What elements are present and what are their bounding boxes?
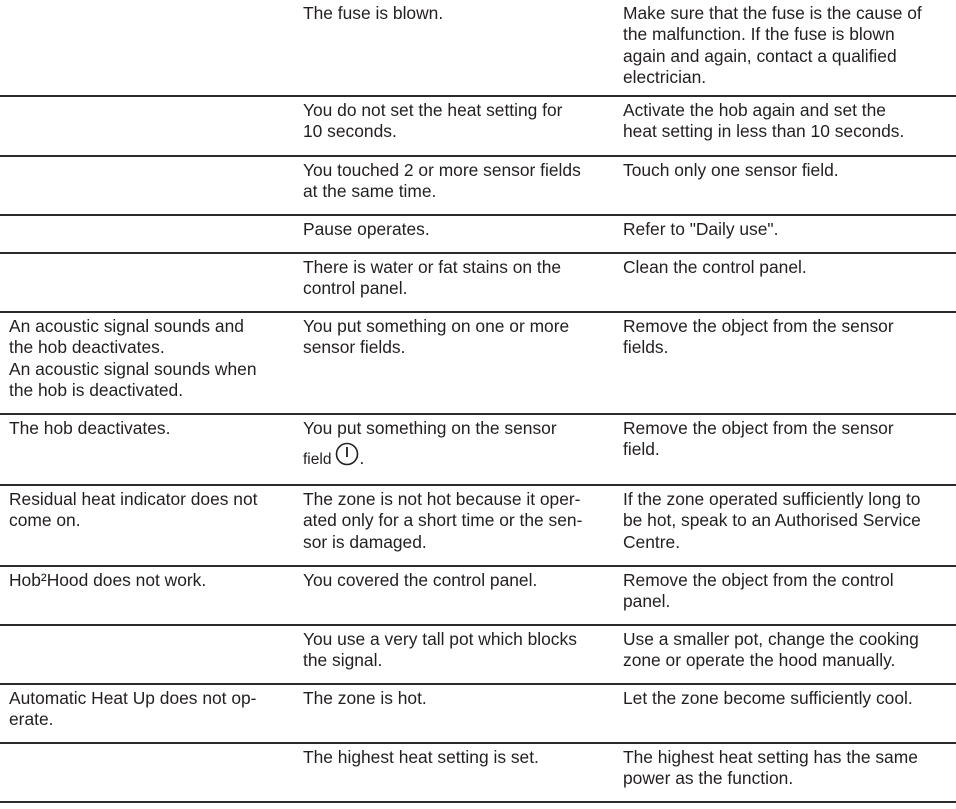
problem-cell [0,157,294,214]
problem-cell [0,567,294,624]
remedy-cell [614,157,956,214]
table-row [0,97,956,157]
remedy-cell [614,254,956,311]
remedy-cell [614,313,956,413]
cell-text-line: Activate the hob again and set the [623,100,886,120]
problem-cell [0,744,294,801]
cell-text-line: control panel. [303,278,408,299]
table-row [0,157,956,216]
table-row [0,567,956,626]
cell-text-line: the hob deactivates. [9,337,165,358]
cause-cell [294,216,614,252]
cell-text-line: Touch only one sensor field. [623,160,839,180]
remedy-cell [614,0,956,95]
remedy-cell [614,97,956,155]
cause-cell [294,685,614,742]
cell-text-line: ated only for a short time or the sen- [303,510,583,531]
cell-text-line: 10 seconds. [303,121,397,142]
cell-text-line: Residual heat indicator does not [9,489,258,509]
table-row [0,216,956,254]
power-icon [335,442,359,466]
cell-text-line: field. [623,439,660,460]
problem-cell [0,254,294,311]
table-row [0,0,956,97]
remedy-cell [614,744,956,801]
remedy-cell [614,415,956,484]
cell-text-line: Use a smaller pot, change the cooking [623,629,919,649]
table-row [0,685,956,744]
table-row [0,313,956,415]
table-row [0,254,956,313]
cause-cell [294,567,614,624]
cause-cell [294,97,614,155]
problem-cell [0,216,294,252]
remedy-cell [614,486,956,565]
cell-text-line: The zone is hot. [303,688,427,708]
cell-text-line: erate. [9,709,54,730]
cell-text-line: Centre. [623,531,681,552]
problem-cell [0,0,294,95]
problem-cell [0,313,294,413]
cell-text-line: Refer to "Daily use". [623,219,779,239]
cell-text-line: sor is damaged. [303,531,427,552]
table-row [0,626,956,685]
cell-text-line: Make sure that the fuse is the cause of [623,3,922,23]
cell-text-line: If the zone operated sufficiently long to [623,489,921,509]
cell-text-line: be hot, speak to an Authorised Service [623,510,921,531]
cell-text-line [303,442,608,470]
cell-text-line: You put something on one or more [303,316,570,336]
cell-text-line: You covered the control panel. [303,570,538,590]
cause-cell [294,254,614,311]
cell-text-line: Let the zone become sufficiently cool. [623,688,913,708]
problem-cell [0,685,294,742]
cause-cell [294,313,614,413]
cell-text-period: . [359,448,365,469]
cell-text-line: the malfunction. If the fuse is blown [623,24,895,45]
cell-text-line: fields. [623,337,669,358]
cell-text-line: Remove the object from the sensor [623,418,894,438]
cell-text-line: You use a very tall pot which blocks [303,629,577,649]
table-row [0,486,956,567]
cell-text-line: come on. [9,510,81,531]
cell-text-line: zone or operate the hood manually. [623,650,896,671]
cell-text-line: An acoustic signal sounds when [9,358,257,379]
cause-cell [294,415,614,484]
cell-text-line: The highest heat setting has the same [623,747,918,767]
remedy-cell [614,216,956,252]
cause-cell [294,486,614,565]
problem-cell [0,415,294,484]
cell-text-line: Clean the control panel. [623,257,807,277]
cell-text-line: The fuse is blown. [303,3,444,23]
cell-text-line: sensor fields. [303,337,406,358]
cell-text-line: The hob deactivates. [9,418,171,438]
cell-text-line: at the same time. [303,181,437,202]
problem-cell [0,626,294,683]
cause-cell [294,744,614,801]
cell-text-line: again and again, contact a qualified [623,45,897,66]
cell-text-line: Remove the object from the sensor [623,316,894,336]
cell-text-line: The highest heat setting is set. [303,747,539,767]
cell-text-line: Pause operates. [303,219,430,239]
cell-text-line: Hob²Hood does not work. [9,570,207,590]
cell-text-line: the signal. [303,650,383,671]
remedy-cell [614,567,956,624]
cell-text-line: Remove the object from the control [623,570,894,590]
problem-cell [0,486,294,565]
cell-text-field: field [303,451,332,469]
cell-text-line: Automatic Heat Up does not op- [9,688,257,708]
cause-cell [294,626,614,683]
cause-cell [294,0,614,95]
cell-text-line: An acoustic signal sounds and [9,316,244,336]
cell-text-line: You touched 2 or more sensor fields [303,160,581,180]
cell-text-line: You do not set the heat setting for [303,100,563,120]
cell-text-line: The zone is not hot because it oper- [303,489,581,509]
remedy-cell [614,626,956,683]
cell-text-line: heat setting in less than 10 seconds. [623,121,905,142]
table-row [0,415,956,486]
cell-text-line: the hob is deactivated. [9,379,184,400]
table-row [0,744,956,803]
remedy-cell [614,685,956,742]
problem-cell [0,97,294,155]
cause-cell [294,157,614,214]
cell-text-line: panel. [623,591,671,612]
cell-text-line: electrician. [623,66,707,87]
cell-text-line: There is water or fat stains on the [303,257,562,277]
cell-text-line: You put something on the sensor [303,418,557,438]
cell-text-line: power as the function. [623,768,794,789]
